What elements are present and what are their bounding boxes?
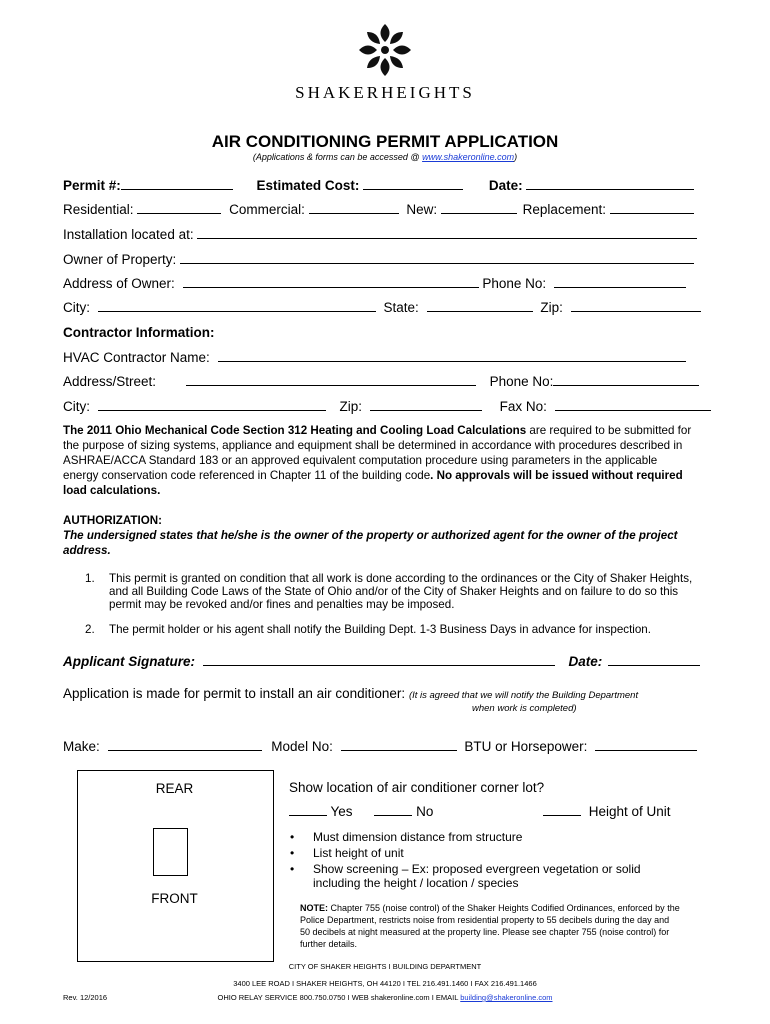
logo-wordmark: SHAKERHEIGHTS — [295, 83, 475, 102]
code-title: The 2011 Ohio Mechanical Code Section 312 Heating and Cooling Load Calculations — [63, 424, 527, 437]
corner-lot-row — [289, 804, 433, 819]
code-body: are required to be submitted for the purpose of sizing systems, appliance and equipment shall be determined in accordance with procedures described in ASHRAE/ACCA Standard 183 or an approved equivalent computation procedure using parameters in the applicable energy conservation code referenced in Chapter 11 of the building code — [63, 424, 692, 482]
subtitle — [0, 152, 770, 162]
zip-field[interactable] — [571, 300, 701, 312]
condition-number: 2. — [85, 623, 95, 636]
new-label: New: — [406, 202, 438, 217]
bullet-item — [290, 830, 670, 844]
phone2-label: Phone No: — [489, 374, 554, 389]
installation-field[interactable] — [197, 227, 697, 239]
subtitle-prefix: (Applications & forms can be accessed @ — [252, 152, 423, 162]
condition-item-2 — [85, 623, 705, 636]
address-street-field[interactable] — [186, 374, 476, 386]
bullet-dot-icon: • — [290, 830, 295, 844]
authorization-statement: The undersigned states that he/she is the owner of the property or authorized agent for the owner of the project address. — [63, 529, 678, 557]
condition-text: The permit holder or his agent shall notify the Building Dept. 1-3 Business Days in advance for inspection. — [109, 623, 651, 636]
signature-field[interactable] — [203, 654, 555, 666]
permit-field[interactable] — [121, 178, 233, 190]
house-outline — [153, 828, 188, 876]
signature-label: Applicant Signature: — [63, 654, 196, 669]
bullet-text: Show screening – Ex: proposed evergreen vegetation or solid including the height / location / species — [313, 862, 641, 890]
height-row — [543, 804, 671, 819]
owner-label: Owner of Property: — [63, 252, 177, 267]
date-field[interactable] — [526, 178, 694, 190]
phone-label: Phone No: — [482, 276, 547, 291]
footer-department: CITY OF SHAKER HEIGHTS I BUILDING DEPARTMENT — [288, 962, 482, 971]
bullet-text: Must dimension distance from structure — [313, 830, 523, 844]
city2-row — [63, 399, 711, 414]
contractor-heading: Contractor Information: — [63, 325, 215, 340]
application-note-2: when work is completed) — [472, 703, 577, 714]
hvac-field[interactable] — [218, 350, 686, 362]
signature-date-label: Date: — [568, 654, 603, 669]
fax-label: Fax No: — [499, 399, 547, 414]
load-calculation-paragraph — [63, 423, 693, 498]
replacement-field[interactable] — [610, 202, 694, 214]
bullet-dot-icon: • — [290, 862, 295, 876]
bullet-text: List height of unit — [313, 846, 404, 860]
replacement-label: Replacement: — [522, 202, 606, 217]
model-label: Model No: — [271, 739, 333, 754]
unit-row — [63, 739, 697, 754]
commercial-field[interactable] — [309, 202, 399, 214]
note-text: Chapter 755 (noise control) of the Shaker Heights Codified Ordinances, enforced by the Police Department, restricts noise from residential property to 55 decibels during the day and 50 decibels at night measured at the property line. Please see chapter 755 (noise control) for further details. — [300, 903, 680, 949]
phone2-field[interactable] — [553, 374, 699, 386]
residential-field[interactable] — [137, 202, 221, 214]
hvac-label: HVAC Contractor Name: — [63, 350, 210, 365]
estimated-cost-label: Estimated Cost: — [256, 178, 360, 193]
subtitle-suffix: ) — [514, 152, 518, 162]
revision-date: Rev. 12/2016 — [63, 993, 108, 1002]
commercial-label: Commercial: — [229, 202, 305, 217]
email-link[interactable]: building@shakeronline.com — [460, 993, 553, 1002]
residential-label: Residential: — [63, 202, 134, 217]
city-row — [63, 300, 701, 315]
footer-address: 3400 LEE ROAD I SHAKER HEIGHTS, OH 44120 I TEL 216.491.1460 I FAX 216.491.1466 — [233, 979, 537, 988]
make-field[interactable] — [108, 739, 262, 751]
btu-field[interactable] — [595, 739, 697, 751]
zip2-label: Zip: — [339, 399, 363, 414]
bullet-dot-icon: • — [290, 846, 295, 860]
address-owner-row — [63, 276, 686, 291]
installation-row — [63, 227, 697, 242]
permit-label: Permit #: — [63, 178, 121, 193]
make-label: Make: — [63, 739, 100, 754]
owner-row — [63, 252, 694, 267]
page-title: AIR CONDITIONING PERMIT APPLICATION — [211, 132, 559, 151]
bullet-item — [290, 846, 670, 860]
height-label: Height of Unit — [588, 804, 671, 819]
yes-label: Yes — [330, 804, 353, 819]
application-note-1: (It is agreed that we will notify the Building Department — [408, 690, 639, 701]
model-field[interactable] — [341, 739, 457, 751]
signature-date-field[interactable] — [608, 654, 700, 666]
estimated-cost-field[interactable] — [363, 178, 463, 190]
signature-row — [63, 654, 700, 669]
permit-row — [63, 178, 694, 193]
condition-number: 1. — [85, 572, 95, 585]
rear-label: REAR — [155, 781, 194, 796]
note-label: NOTE: — [300, 903, 328, 913]
address-owner-label: Address of Owner: — [63, 276, 175, 291]
noise-note — [300, 902, 680, 950]
bullet-item — [290, 862, 670, 890]
city-label: City: — [63, 300, 90, 315]
website-link[interactable]: www.shakeronline.com — [422, 152, 515, 162]
no-label: No — [416, 804, 434, 819]
new-field[interactable] — [441, 202, 517, 214]
front-label: FRONT — [151, 891, 198, 906]
city2-label: City: — [63, 399, 90, 414]
fax-field[interactable] — [555, 399, 711, 411]
address-owner-field[interactable] — [183, 276, 479, 288]
hvac-row — [63, 350, 686, 365]
application-text: Application is made for permit to install an air conditioner: — [63, 686, 406, 701]
shaker-heights-logo-icon — [355, 20, 415, 80]
city-field[interactable] — [98, 300, 376, 312]
zip2-field[interactable] — [370, 399, 482, 411]
yes-field[interactable] — [289, 804, 327, 816]
no-field[interactable] — [374, 804, 412, 816]
application-statement — [63, 686, 638, 701]
code-warning: . No approvals will be issued without required load calculations. — [63, 469, 683, 497]
state-field[interactable] — [427, 300, 533, 312]
address-street-row — [63, 374, 699, 389]
owner-field[interactable] — [180, 252, 694, 264]
location-question: Show location of air conditioner corner lot? — [289, 780, 545, 795]
address-street-label: Address/Street: — [63, 374, 157, 389]
footer-contact — [0, 993, 770, 1002]
installation-label: Installation located at: — [63, 227, 194, 242]
footer-contact-text: OHIO RELAY SERVICE 800.750.0750 I WEB shakeronline.com I EMAIL — [217, 993, 461, 1002]
btu-label: BTU or Horsepower: — [464, 739, 588, 754]
condition-item-1 — [85, 572, 705, 611]
authorization-heading: AUTHORIZATION: — [63, 514, 162, 527]
city2-field[interactable] — [98, 399, 326, 411]
type-row — [63, 202, 694, 217]
height-field[interactable] — [543, 804, 581, 816]
phone-field[interactable] — [554, 276, 686, 288]
zip-label: Zip: — [540, 300, 563, 315]
date-label: Date: — [488, 178, 523, 193]
condition-text: This permit is granted on condition that all work is done according to the ordinances or the City of Shaker Heights, and all Building Code Laws of the State of Ohio and/or of the City of Shaker Heights and on failure to do so this permit may be revoked and/or fines and penalties may be imposed. — [109, 572, 693, 611]
state-label: State: — [383, 300, 419, 315]
